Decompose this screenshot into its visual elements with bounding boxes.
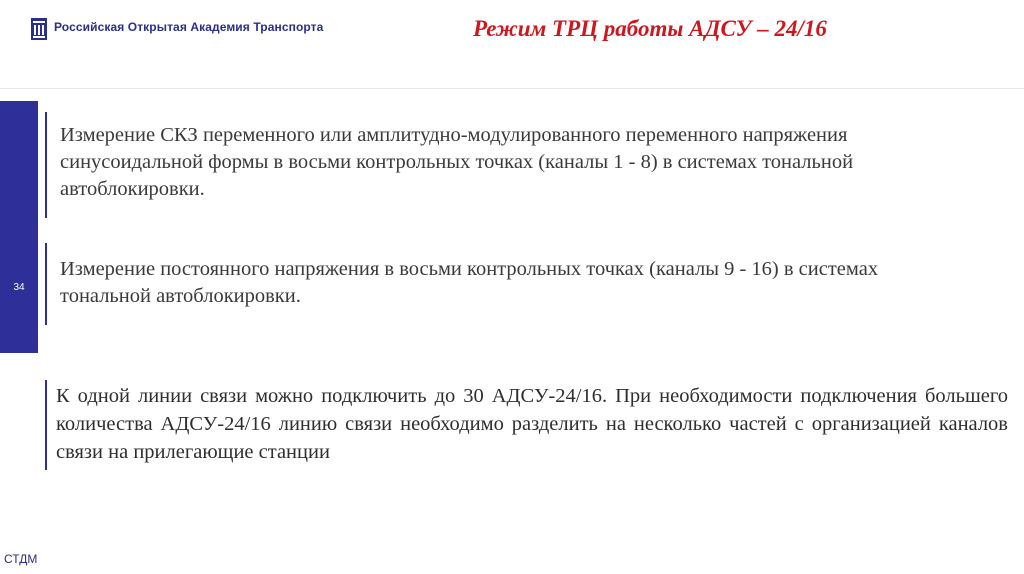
paragraph-rule-2 [45, 243, 47, 325]
organization-name: Российская Открытая Академия Транспорта [54, 20, 324, 34]
paragraph-line-connection: К одной линии связи можно подключить до 30 АДСУ-24/16. При необходимости подключения большего количества АДСУ-24/16 линию связи необходимо разделить на несколько частей с организацией каналов связи на прилегающие станции [56, 385, 1008, 463]
slide-header [0, 0, 1024, 72]
paragraph-rule-3 [45, 380, 47, 470]
page-number: 34 [13, 282, 25, 293]
academy-emblem-icon [31, 18, 47, 40]
paragraph-rule-1 [45, 112, 47, 218]
paragraph-ac-measurement: Измерение СКЗ переменного или амплитудно-модулированного переменного напряжения синусоидальной формы в восьми контрольных точках (каналы 1 - 8) в системах тональной автоблокировки. [60, 124, 854, 200]
paragraph-dc-measurement: Измерение постоянного напряжения в восьми контрольных точках (каналы 9 - 16) в системах тональной автоблокировки. [60, 258, 879, 307]
header-divider [0, 88, 1024, 89]
slide-title: Режим ТРЦ работы АДСУ – 24/16 [473, 16, 827, 41]
side-accent-bar [0, 101, 38, 353]
footer-label: СТДМ [4, 552, 38, 566]
